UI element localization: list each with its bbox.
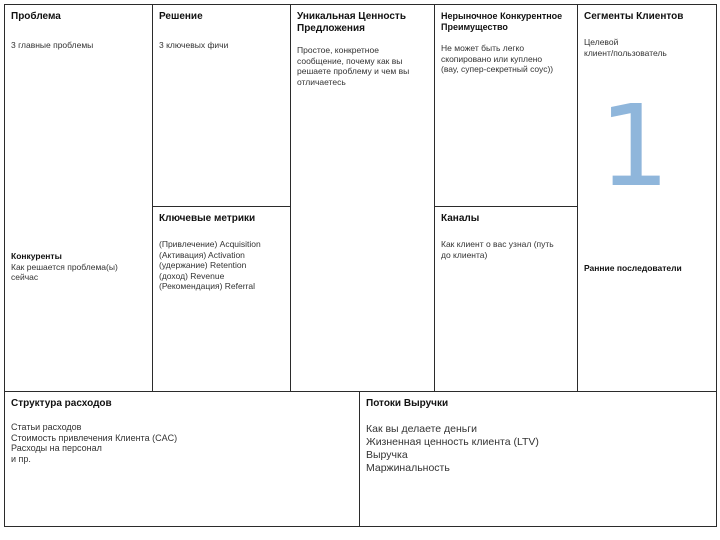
customer-segments-title: Сегменты Клиентов	[584, 11, 684, 22]
competitors-title: Конкуренты	[11, 251, 62, 261]
channels-body: Как клиент о вас узнал (путь до клиента)	[441, 239, 554, 260]
key-metrics-block	[152, 206, 291, 392]
problem-title: Проблема	[11, 11, 61, 22]
segment-number: 1	[598, 82, 670, 212]
uvp-block	[290, 4, 435, 392]
channels-block	[434, 206, 578, 392]
uvp-body: Простое, конкретное сообщение, почему как вы решаете проблему и чем вы отличаетесь	[297, 45, 410, 87]
solution-body: 3 ключевых фичи	[159, 40, 229, 50]
key-metrics-title: Ключевые метрики	[159, 213, 256, 224]
competitors-body: Как решается проблема(ы) сейчас	[11, 261, 118, 282]
unfair-advantage-body: Не может быть легко скопировано или куплено (вау, супер-секретный соус))	[441, 43, 554, 74]
problem-block	[4, 4, 153, 392]
uvp-title: Уникальная Ценность Предложения	[297, 11, 406, 34]
solution-title: Решение	[159, 11, 203, 22]
unfair-advantage-block	[434, 4, 578, 207]
cost-structure-block	[4, 391, 360, 527]
early-adopters-title: Ранние последователи	[584, 263, 682, 273]
cost-structure-body: Статьи расходов Стоимость привлечения Клиента (CAC) Расходы на персонал и пр.	[11, 422, 178, 464]
revenue-streams-block	[359, 391, 717, 527]
revenue-streams-body: Как вы делаете деньги Жизненная ценность клиента (LTV) Выручка Маржинальность	[366, 423, 539, 474]
cost-structure-title: Структура расходов	[11, 398, 112, 409]
problem-body: 3 главные проблемы	[11, 40, 94, 50]
customer-segments-block	[577, 4, 717, 392]
customer-segments-body: Целевой клиент/пользователь	[584, 37, 667, 58]
solution-block	[152, 4, 291, 207]
key-metrics-body: (Привлечение) Acquisition (Активация) Activation (удержание) Retention (доход) Revenue (Рекомендация) Referral	[159, 239, 261, 291]
revenue-streams-title: Потоки Выручки	[366, 398, 449, 409]
unfair-advantage-title: Нерыночное Конкурентное Преимущество	[441, 11, 563, 32]
channels-title: Каналы	[441, 213, 480, 224]
